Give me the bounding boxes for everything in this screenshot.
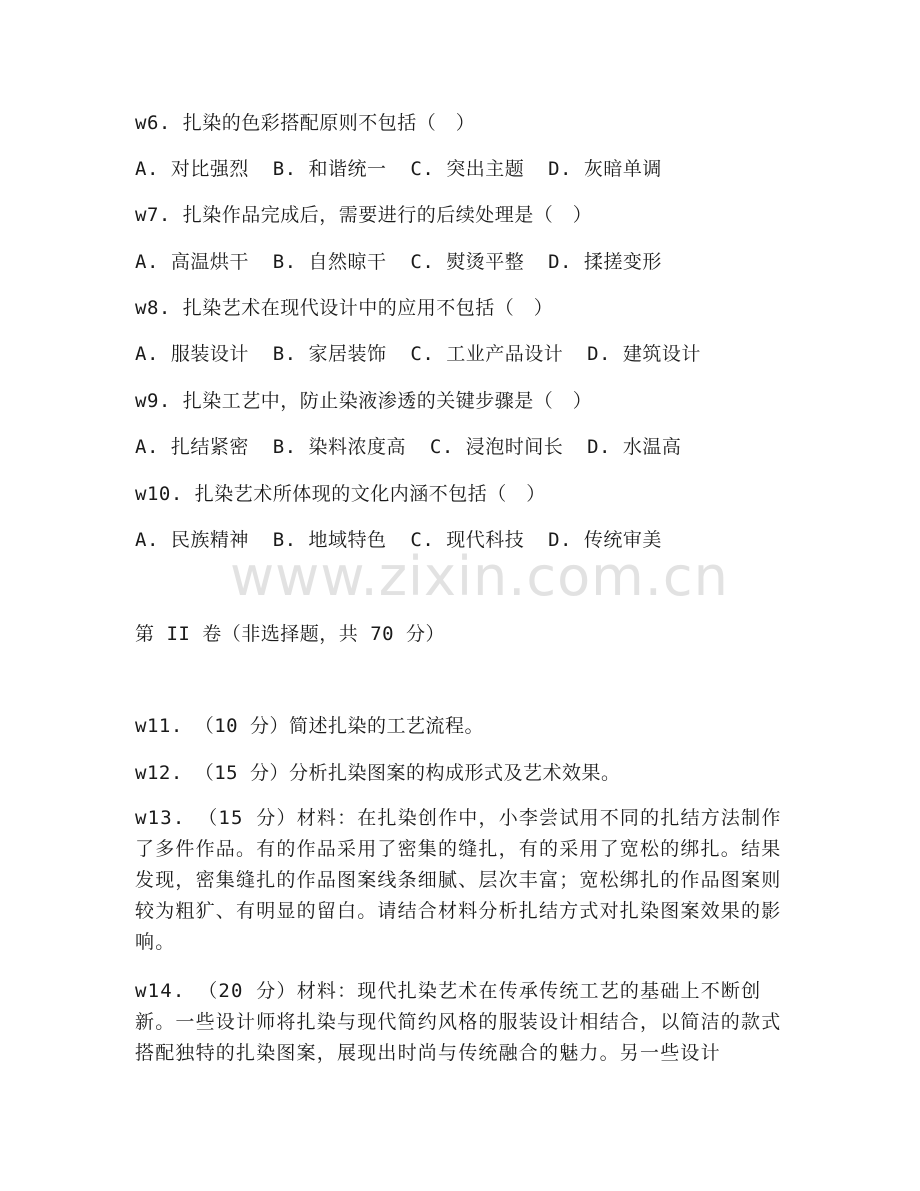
question-11: w11. （10 分）简述扎染的工艺流程。 bbox=[135, 715, 485, 737]
question-7-options: A. 高温烘干 B. 自然晾干 C. 熨烫平整 D. 揉搓变形 bbox=[135, 251, 662, 273]
question-14: w14. （20 分）材料：现代扎染艺术在传承传统工艺的基础上不断创新。一些设计师将扎染与现代简约风格的服装设计相结合，以简洁的款式搭配独特的扎染图案，展现出时尚与传统融合的魅力。另一些设计 bbox=[135, 980, 782, 1064]
question-13: w13. （15 分）材料：在扎染创作中，小李尝试用不同的扎结方法制作了多件作品。有的作品采用了密集的缝扎，有的采用了宽松的绑扎。结果发现，密集缝扎的作品图案线条细腻、层次丰富；宽松绑扎的作品图案则较为粗犷、有明显的留白。请结合材料分析扎结方式对扎染图案效果的影响。 bbox=[135, 807, 782, 953]
watermark: www.zixin.com.cn bbox=[230, 545, 729, 608]
question-6-options: A. 对比强烈 B. 和谐统一 C. 突出主题 D. 灰暗单调 bbox=[135, 158, 662, 180]
question-6-stem: w6. 扎染的色彩搭配原则不包括（ ） bbox=[135, 112, 476, 134]
question-12: w12. （15 分）分析扎染图案的构成形式及艺术效果。 bbox=[135, 762, 621, 784]
question-7-stem: w7. 扎染作品完成后，需要进行的后续处理是（ ） bbox=[135, 204, 593, 226]
question-8-stem: w8. 扎染艺术在现代设计中的应用不包括（ ） bbox=[135, 297, 554, 319]
question-10-options: A. 民族精神 B. 地域特色 C. 现代科技 D. 传统审美 bbox=[135, 529, 662, 551]
section-2-title: 第 II 卷（非选择题，共 70 分） bbox=[135, 623, 446, 645]
question-8-options: A. 服装设计 B. 家居装饰 C. 工业产品设计 D. 建筑设计 bbox=[135, 343, 701, 365]
question-9-options: A. 扎结紧密 B. 染料浓度高 C. 浸泡时间长 D. 水温高 bbox=[135, 436, 682, 458]
question-9-stem: w9. 扎染工艺中，防止染液渗透的关键步骤是（ ） bbox=[135, 390, 593, 412]
question-10-stem: w10. 扎染艺术所体现的文化内涵不包括（ ） bbox=[135, 483, 546, 505]
